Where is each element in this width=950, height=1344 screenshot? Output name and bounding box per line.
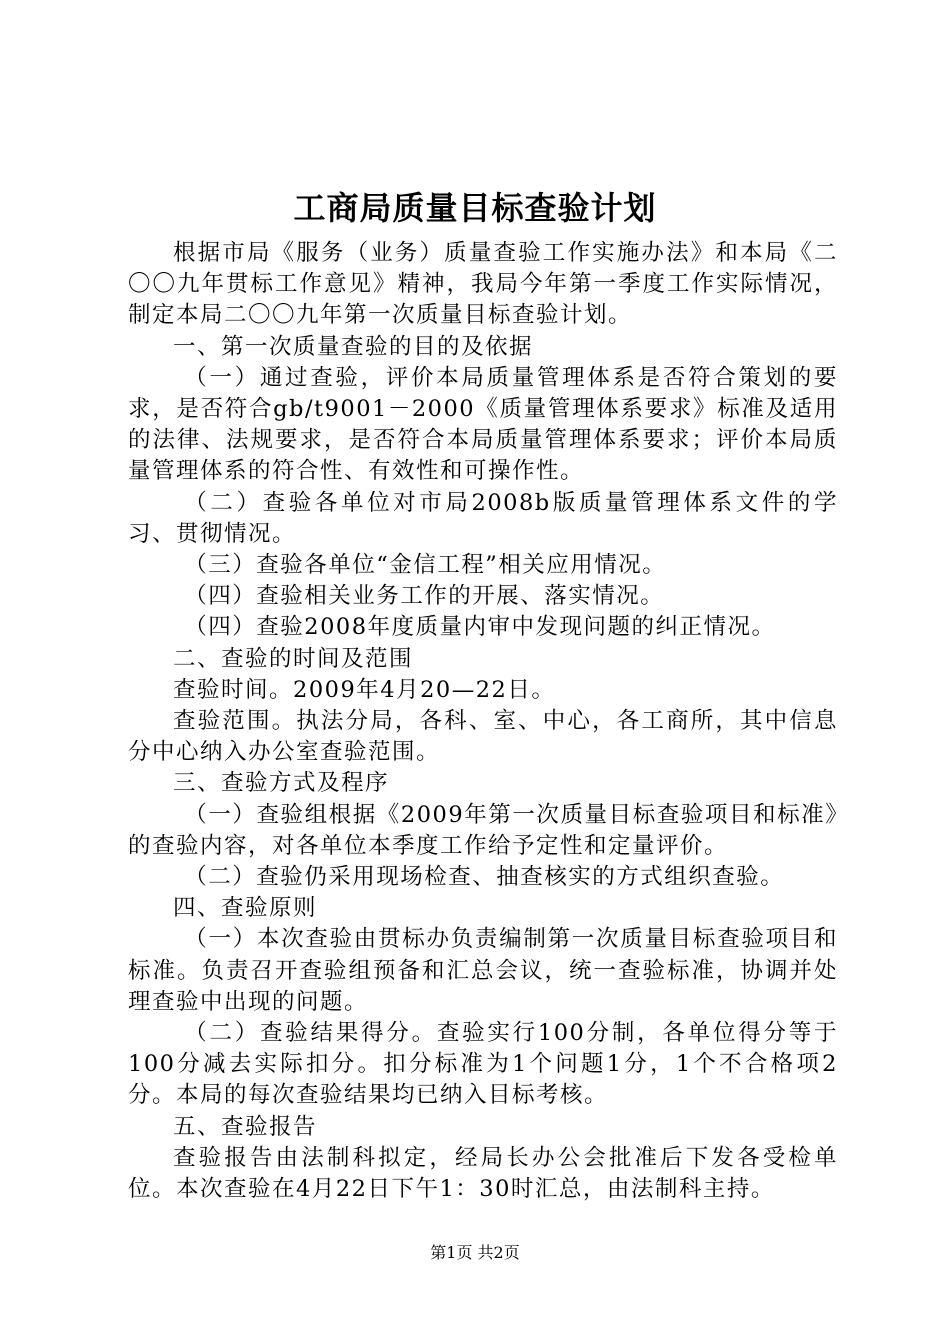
section-2-time: 查验时间。2009年4月20—22日。 (173, 676, 556, 703)
section-1-item-1: （一）通过查验，评价本局质量管理体系是否符合策划的要求，是否符合gb/t9001－2000《质量管理体系要求》标准及适用的法律、法规要求，是否符合本局质量管理体系要求；评价本局质量管理体系的符合性、有效性和可操作性。 (128, 364, 838, 485)
section-heading-3: 三、查验方式及程序 (173, 770, 390, 797)
section-heading-1: 一、第一次质量查验的目的及依据 (173, 333, 534, 360)
page-title: 工商局质量目标查验计划 (293, 189, 657, 227)
section-heading-5: 五、查验报告 (173, 1113, 318, 1140)
section-1-item-2: （二）查验各单位对市局2008b版质量管理体系文件的学习、贯彻情况。 (128, 489, 838, 547)
section-4-item-1: （一）本次查验由贯标办负责编制第一次质量目标查验项目和标准。负责召开查验组预备和汇总会议，统一查验标准，协调并处理查验中出现的问题。 (128, 926, 838, 1015)
section-5-report: 查验报告由法制科拟定，经局长办公会批准后下发各受检单位。本次查验在4月22日下午1：30时汇总，由法制科主持。 (128, 1144, 838, 1203)
section-3-item-2: （二）查验仍采用现场检查、抽查核实的方式组织查验。 (184, 864, 785, 891)
section-1-item-5: （四）查验2008年度质量内审中发现问题的纠正情况。 (184, 614, 776, 641)
section-3-item-1: （一）查验组根据《2009年第一次质量目标查验项目和标准》的查验内容，对各单位本季度工作给予定性和定量评价。 (128, 801, 838, 859)
section-heading-2: 二、查验的时间及范围 (173, 645, 414, 672)
intro-paragraph: 根据市局《服务（业务）质量查验工作实施办法》和本局《二〇〇九年贯标工作意见》精神，我局今年第一季度工作实际情况，制定本局二〇〇九年第一次质量目标查验计划。 (128, 240, 838, 329)
section-1-item-4: （四）查验相关业务工作的开展、落实情况。 (184, 583, 665, 610)
section-heading-4: 四、查验原则 (173, 895, 318, 922)
section-2-scope: 查验范围。执法分局，各科、室、中心，各工商所，其中信息分中心纳入办公室查验范围。 (128, 708, 838, 766)
page-number-footer: 第1页 共2页 (430, 1243, 520, 1262)
document-body (128, 238, 838, 1205)
section-4-item-2: （二）查验结果得分。查验实行100分制，各单位得分等于100分减去实际扣分。扣分标准为1个问题1分，1个不合格项2分。本局的每次查验结果均已纳入目标考核。 (128, 1020, 838, 1109)
section-1-item-3: （三）查验各单位“金信工程”相关应用情况。 (184, 552, 667, 579)
